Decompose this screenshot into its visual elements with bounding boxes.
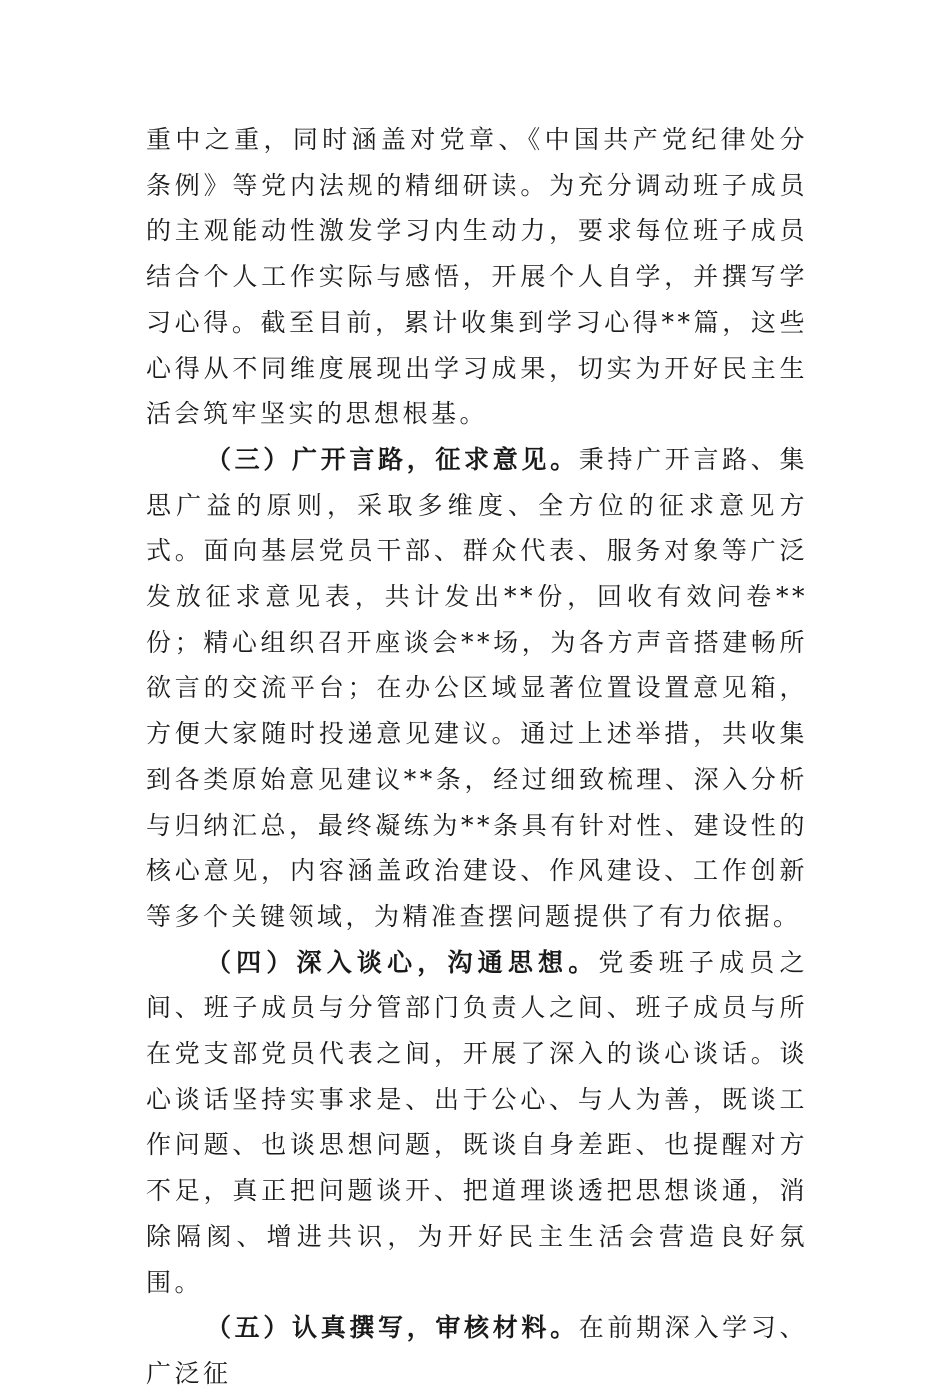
- section-heading: （五）认真撰写，审核材料。: [206, 1313, 579, 1343]
- paragraph-continuation: [146, 117, 808, 437]
- paragraph-body: 秉持广开言路、集思广益的原则，采取多维度、全方位的征求意见方式。面向基层党员干部、群众代表、服务对象等广泛发放征求意见表，共计发出**份，回收有效问卷**份；精心组织召开座谈会**场，为各方声音搭建畅所欲言的交流平台；在办公区域显著位置设置意见箱，方便大家随时投递意见建议。通过上述举措，共收集到各类原始意见建议**条，经过细致梳理、深入分析与归纳汇总，最终凝练为**条具有针对性、建设性的核心意见，内容涵盖政治建设、作风建设、工作创新等多个关键领域，为精准查摆问题提供了有力依据。: [146, 444, 808, 931]
- section-heading: （四）深入谈心，沟通思想。: [206, 947, 599, 977]
- paragraph-body: 在前期深入学习、广泛征: [146, 1313, 808, 1388]
- section-heading: （三）广开言路，征求意见。: [206, 444, 579, 474]
- paragraph-section-3: [146, 437, 808, 940]
- paragraph-section-4: [146, 940, 808, 1306]
- paragraph-body: 党委班子成员之间、班子成员与分管部门负责人之间、班子成员与所在党支部党员代表之间，开展了深入的谈心谈话。谈心谈话坚持实事求是、出于公心、与人为善，既谈工作问题、也谈思想问题，既谈自身差距、也提醒对方不足，真正把问题谈开、把道理谈透把思想谈通，消除隔阂、增进共识，为开好民主生活会营造良好氛围。: [146, 947, 808, 1297]
- paragraph-body: 重中之重，同时涵盖对党章、《中国共产党纪律处分条例》等党内法规的精细研读。为充分调动班子成员的主观能动性激发学习内生动力，要求每位班子成员结合个人工作实际与感悟，开展个人自学，并撰写学习心得。截至目前，累计收集到学习心得**篇，这些心得从不同维度展现出学习成果，切实为开好民主生活会筑牢坚实的思想根基。: [146, 125, 808, 429]
- document-page: [146, 117, 808, 1397]
- paragraph-section-5: [146, 1305, 808, 1396]
